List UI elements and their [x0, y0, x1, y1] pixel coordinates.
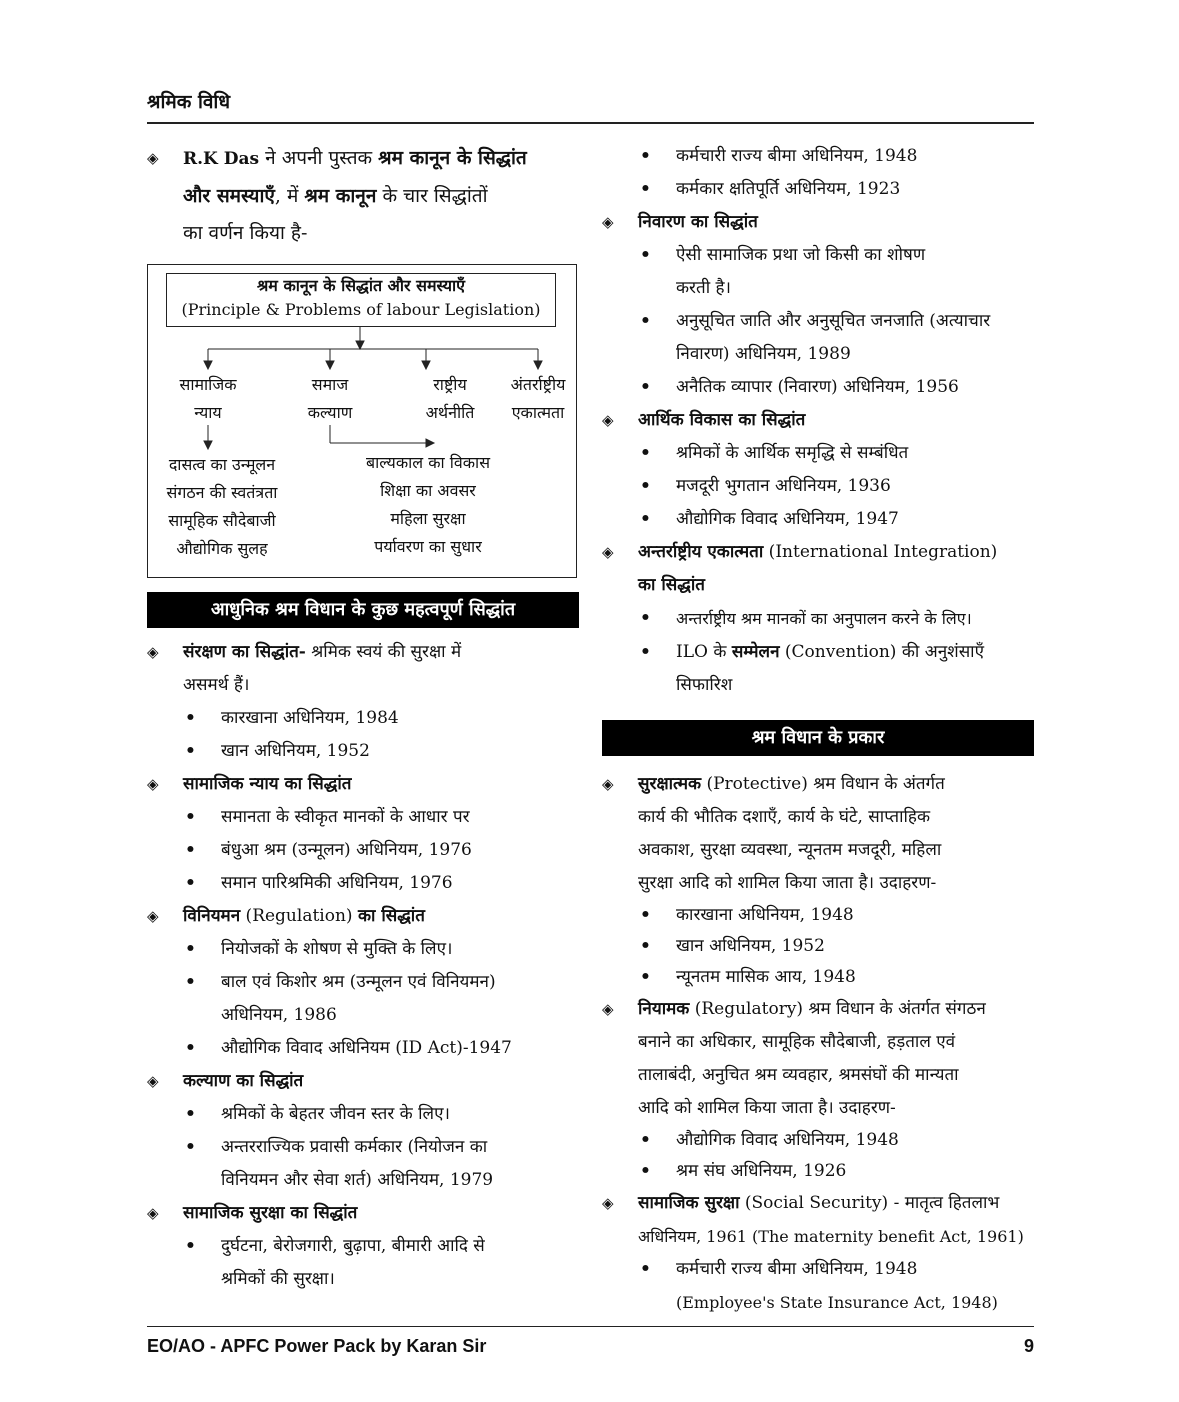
- bullet-dot-icon: •: [640, 377, 651, 397]
- list-item: [602, 470, 1034, 503]
- bullet-dot-icon: •: [640, 608, 651, 628]
- principle-international: [602, 536, 1034, 569]
- branch-international: [498, 371, 578, 427]
- principle-protection: [147, 636, 579, 669]
- list-item-continuation: अधिनियम, 1986: [221, 1005, 337, 1025]
- list-item-text: खान अधिनियम, 1952: [221, 741, 370, 761]
- list-item-text: अन्तर्राष्ट्रीय श्रम मानकों का अनुपालन करने के लिए।: [676, 609, 972, 628]
- intro-bold-term: श्रम कानून: [304, 185, 377, 207]
- header-divider: [147, 122, 1034, 124]
- list-item-text: श्रम संघ अधिनियम, 1926: [676, 1161, 847, 1181]
- bullet-dot-icon: •: [640, 642, 651, 662]
- intro-book-title: श्रम कानून के सिद्धांत: [378, 147, 527, 169]
- bullet-dot-icon: •: [185, 1236, 196, 1256]
- list-item: [602, 636, 1034, 669]
- diamond-bullet-icon: ◈: [602, 213, 614, 231]
- principle-economic: [602, 404, 1034, 437]
- bullet-dot-icon: •: [640, 1259, 651, 1279]
- branch-label: न्याय: [194, 403, 222, 422]
- list-item: पर्यावरण का सुधार: [374, 537, 482, 556]
- list-item: [147, 867, 579, 900]
- bullet-dot-icon: •: [640, 476, 651, 496]
- bullet-dot-icon: •: [640, 179, 651, 199]
- diamond-bullet-icon: ◈: [147, 907, 159, 925]
- list-item-continuation: श्रमिकों की सुरक्षा।: [221, 1269, 335, 1289]
- bullet-dot-icon: •: [185, 939, 196, 959]
- diamond-bullet-icon: ◈: [147, 1204, 159, 1222]
- diamond-bullet-icon: ◈: [602, 1194, 614, 1212]
- intro-text: , में: [274, 185, 305, 207]
- principle-social-security: [147, 1197, 579, 1230]
- principle-heading: संरक्षण का सिद्धांत-: [183, 642, 306, 662]
- list-item: संगठन की स्वतंत्रता: [166, 483, 278, 502]
- diamond-bullet-icon: ◈: [602, 1000, 614, 1018]
- bullet-dot-icon: •: [640, 245, 651, 265]
- arrow-right-icon: [426, 439, 434, 447]
- type-desc: आदि को शामिल किया जाता है। उदाहरण-: [638, 1098, 896, 1118]
- principle-heading: का सिद्धांत: [357, 906, 425, 926]
- branch-label: एकात्मता: [511, 403, 565, 422]
- intro-text: का वर्णन किया है-: [183, 222, 308, 244]
- list-item: [602, 239, 1034, 272]
- list-item: [602, 602, 1034, 636]
- page-number: 9: [1023, 1336, 1034, 1356]
- list-item: औद्योगिक सुलह: [176, 539, 268, 558]
- list-item-text: कर्मचारी राज्य बीमा अधिनियम, 1948: [676, 1259, 918, 1279]
- intro-text: के चार सिद्धांतों: [376, 185, 488, 207]
- footer-book-title: EO/AO - APFC Power Pack by Karan Sir: [147, 1336, 487, 1356]
- type-desc: (Regulatory) श्रम विधान के अंतर्गत संगठन: [689, 999, 986, 1019]
- list-item: शिक्षा का अवसर: [380, 481, 476, 500]
- list-item: [602, 900, 1034, 931]
- list-item: [602, 931, 1034, 962]
- branch-label: सामाजिक: [179, 375, 237, 394]
- list-item-text: (Convention) की अनुशंसाएँ: [779, 642, 984, 662]
- arrow-down-icon: [534, 361, 542, 369]
- type-desc: सुरक्षा आदि को शामिल किया जाता है। उदाहरण-: [638, 873, 937, 893]
- diamond-bullet-icon: ◈: [147, 775, 159, 793]
- branch-label: कल्याण: [307, 403, 353, 422]
- branch-label: अंतर्राष्ट्रीय: [510, 375, 566, 394]
- bullet-dot-icon: •: [185, 1038, 196, 1058]
- principle-welfare: [147, 1065, 579, 1098]
- type-social-security: [602, 1187, 1034, 1220]
- list-item: [147, 735, 579, 768]
- section-banner-types: श्रम विधान के प्रकार: [602, 720, 1034, 756]
- list-item-continuation: सिफारिश: [676, 675, 733, 695]
- type-desc: (Social Security) - मातृत्व हितलाभ: [739, 1193, 1000, 1213]
- list-item: [602, 962, 1034, 993]
- list-item-text: श्रमिकों के बेहतर जीवन स्तर के लिए।: [221, 1104, 450, 1124]
- list-item: [147, 834, 579, 867]
- list-item: [602, 305, 1034, 338]
- principle-heading-en: (Regulation): [240, 906, 358, 926]
- principle-heading: निवारण का सिद्धांत: [638, 212, 758, 232]
- diagram-right-list: [338, 449, 518, 561]
- list-item-text: अन्तरराज्यिक प्रवासी कर्मकार (नियोजन का: [221, 1137, 488, 1157]
- diamond-bullet-icon: ◈: [147, 643, 159, 661]
- list-item-text: कर्मचारी राज्य बीमा अधिनियम, 1948: [676, 146, 918, 166]
- list-item: सामूहिक सौदेबाजी: [168, 511, 276, 530]
- list-item-text: औद्योगिक विवाद अधिनियम, 1947: [676, 509, 899, 529]
- list-item: दासत्व का उन्मूलन: [168, 455, 276, 474]
- diamond-bullet-icon: ◈: [147, 149, 159, 167]
- list-item-text: अनुसूचित जाति और अनुसूचित जनजाति (अत्याचार: [676, 311, 991, 331]
- principle-heading: कल्याण का सिद्धांत: [183, 1071, 304, 1091]
- principle-social-justice: [147, 768, 579, 801]
- type-desc: बनाने का अधिकार, सामूहिक सौदेबाजी, हड़ताल एवं: [638, 1032, 956, 1052]
- left-column: [147, 140, 579, 1296]
- list-item: [602, 140, 1034, 173]
- list-item: [147, 702, 579, 735]
- principle-heading: सामाजिक सुरक्षा का सिद्धांत: [183, 1203, 358, 1223]
- bullet-dot-icon: •: [185, 873, 196, 893]
- arrow-down-icon: [326, 361, 334, 369]
- bullet-dot-icon: •: [185, 840, 196, 860]
- list-item-continuation: निवारण) अधिनियम, 1989: [676, 344, 851, 364]
- principle-heading: अन्तर्राष्ट्रीय एकात्मता: [638, 542, 764, 562]
- list-item-text: समानता के स्वीकृत मानकों के आधार पर: [221, 807, 470, 827]
- principle-prevention: [602, 206, 1034, 239]
- diamond-bullet-icon: ◈: [602, 411, 614, 429]
- list-item-text: कर्मकार क्षतिपूर्ति अधिनियम, 1923: [676, 179, 901, 199]
- list-item-text: अनैतिक व्यापार (निवारण) अधिनियम, 1956: [676, 377, 959, 397]
- bullet-dot-icon: •: [185, 807, 196, 827]
- diamond-bullet-icon: ◈: [147, 1072, 159, 1090]
- list-item-text: श्रमिकों के आर्थिक समृद्धि से सम्बंधित: [676, 443, 909, 463]
- intro-book-title-2: और समस्याएँ: [183, 185, 275, 207]
- page-header-title: श्रमिक विधि: [147, 91, 231, 113]
- list-item-text: खान अधिनियम, 1952: [676, 936, 825, 956]
- bullet-dot-icon: •: [185, 1104, 196, 1124]
- diamond-bullet-icon: ◈: [602, 775, 614, 793]
- type-desc: कार्य की भौतिक दशाएँ, कार्य के घंटे, साप्ताहिक: [638, 807, 931, 827]
- list-item: [147, 933, 579, 966]
- list-item: [602, 503, 1034, 536]
- principles-diagram: [147, 264, 577, 578]
- bullet-dot-icon: •: [640, 1161, 651, 1181]
- list-item: महिला सुरक्षा: [390, 509, 466, 528]
- list-item-text: औद्योगिक विवाद अधिनियम, 1948: [676, 1130, 899, 1150]
- list-item: [602, 1156, 1034, 1187]
- bullet-dot-icon: •: [640, 936, 651, 956]
- list-item-bold: सम्मेलन: [731, 642, 780, 662]
- list-item-text: न्यूनतम मासिक आय, 1948: [676, 967, 856, 987]
- bullet-dot-icon: •: [185, 741, 196, 761]
- branch-social-justice: [168, 371, 248, 427]
- list-item-text: औद्योगिक विवाद अधिनियम (ID Act)-1947: [221, 1038, 512, 1058]
- footer-divider: [147, 1326, 1034, 1327]
- list-item: [147, 1230, 579, 1263]
- list-item-text: दुर्घटना, बेरोजगारी, बुढ़ापा, बीमारी आदि से: [221, 1236, 485, 1256]
- arrow-down-icon: [204, 361, 212, 369]
- section-banner-principles: आधुनिक श्रम विधान के कुछ महत्वपूर्ण सिद्धांत: [147, 592, 579, 628]
- list-item-continuation: करती है।: [676, 278, 731, 298]
- list-item-text: बंधुआ श्रम (उन्मूलन) अधिनियम, 1976: [221, 840, 472, 860]
- right-column: [602, 140, 1034, 1319]
- list-item: [602, 437, 1034, 470]
- type-heading: नियामक: [638, 999, 690, 1019]
- list-item: [147, 801, 579, 834]
- type-heading: सामाजिक सुरक्षा: [638, 1193, 740, 1213]
- bullet-dot-icon: •: [640, 509, 651, 529]
- type-desc: तालाबंदी, अनुचित श्रम व्यवहार, श्रमसंघों की मान्यता: [638, 1065, 959, 1085]
- principle-heading-en: (International Integration): [763, 542, 998, 562]
- branch-social-welfare: [290, 371, 370, 427]
- list-item: [602, 371, 1034, 404]
- principle-heading: विनियमन: [183, 906, 241, 926]
- diagram-left-list: [148, 451, 296, 563]
- list-item-text: बाल एवं किशोर श्रम (उन्मूलन एवं विनियमन): [221, 972, 496, 992]
- list-item-text: ऐसी सामाजिक प्रथा जो किसी का शोषण: [676, 245, 926, 265]
- branch-label: राष्ट्रीय: [433, 375, 467, 394]
- branch-label: अर्थनीति: [425, 403, 475, 422]
- diamond-bullet-icon: ◈: [602, 543, 614, 561]
- bullet-dot-icon: •: [640, 443, 651, 463]
- list-item: [147, 1098, 579, 1131]
- principle-heading: का सिद्धांत: [638, 575, 705, 595]
- bullet-dot-icon: •: [185, 972, 196, 992]
- bullet-dot-icon: •: [185, 1137, 196, 1157]
- type-desc: (Protective) श्रम विधान के अंतर्गत: [701, 774, 945, 794]
- list-item-text: कारखाना अधिनियम, 1948: [676, 905, 854, 925]
- author-name: R.K Das: [183, 149, 260, 169]
- diagram-title: श्रम कानून के सिद्धांत और समस्याएँ: [256, 276, 466, 295]
- intro-text: ने अपनी पुस्तक: [259, 147, 379, 169]
- bullet-dot-icon: •: [640, 905, 651, 925]
- bullet-dot-icon: •: [185, 708, 196, 728]
- list-item-text: समान पारिश्रमिकी अधिनियम, 1976: [221, 873, 453, 893]
- branch-national-economy: [410, 371, 490, 427]
- list-item-text: ILO के: [676, 642, 732, 662]
- principle-regulation: [147, 900, 579, 933]
- branch-label: समाज: [311, 375, 349, 394]
- list-item: [602, 173, 1034, 206]
- type-heading: सुरक्षात्मक: [638, 774, 702, 794]
- principle-desc: असमर्थ हैं।: [183, 675, 250, 695]
- diagram-subtitle: (Principle & Problems of labour Legislation): [181, 300, 541, 319]
- list-item: बाल्यकाल का विकास: [365, 453, 491, 472]
- type-desc: अधिनियम, 1961 (The maternity benefit Act, 1961): [638, 1227, 1024, 1246]
- principle-heading: सामाजिक न्याय का सिद्धांत: [183, 774, 352, 794]
- list-item: [602, 1253, 1034, 1286]
- list-item: [147, 1032, 579, 1065]
- type-desc: अवकाश, सुरक्षा व्यवस्था, न्यूनतम मजदूरी, महिला: [638, 840, 942, 860]
- intro-paragraph: [147, 140, 579, 252]
- arrow-down-icon: [356, 341, 364, 349]
- bullet-dot-icon: •: [640, 967, 651, 987]
- list-item: [147, 966, 579, 999]
- arrow-down-icon: [204, 441, 212, 449]
- list-item: [602, 1125, 1034, 1156]
- list-item-text: मजदूरी भुगतान अधिनियम, 1936: [676, 476, 891, 496]
- type-protective: [602, 768, 1034, 801]
- bullet-dot-icon: •: [640, 146, 651, 166]
- list-item-text: कारखाना अधिनियम, 1984: [221, 708, 399, 728]
- list-item-text: नियोजकों के शोषण से मुक्ति के लिए।: [221, 939, 453, 959]
- principle-desc: श्रमिक स्वयं की सुरक्षा में: [305, 642, 462, 662]
- list-item: [147, 1131, 579, 1164]
- bullet-dot-icon: •: [640, 1130, 651, 1150]
- arrow-down-icon: [422, 361, 430, 369]
- type-regulatory: [602, 993, 1034, 1026]
- list-item-continuation: विनियमन और सेवा शर्त) अधिनियम, 1979: [221, 1170, 494, 1190]
- list-item-continuation: (Employee's State Insurance Act, 1948): [676, 1293, 998, 1312]
- principle-heading: आर्थिक विकास का सिद्धांत: [638, 410, 806, 430]
- bullet-dot-icon: •: [640, 311, 651, 331]
